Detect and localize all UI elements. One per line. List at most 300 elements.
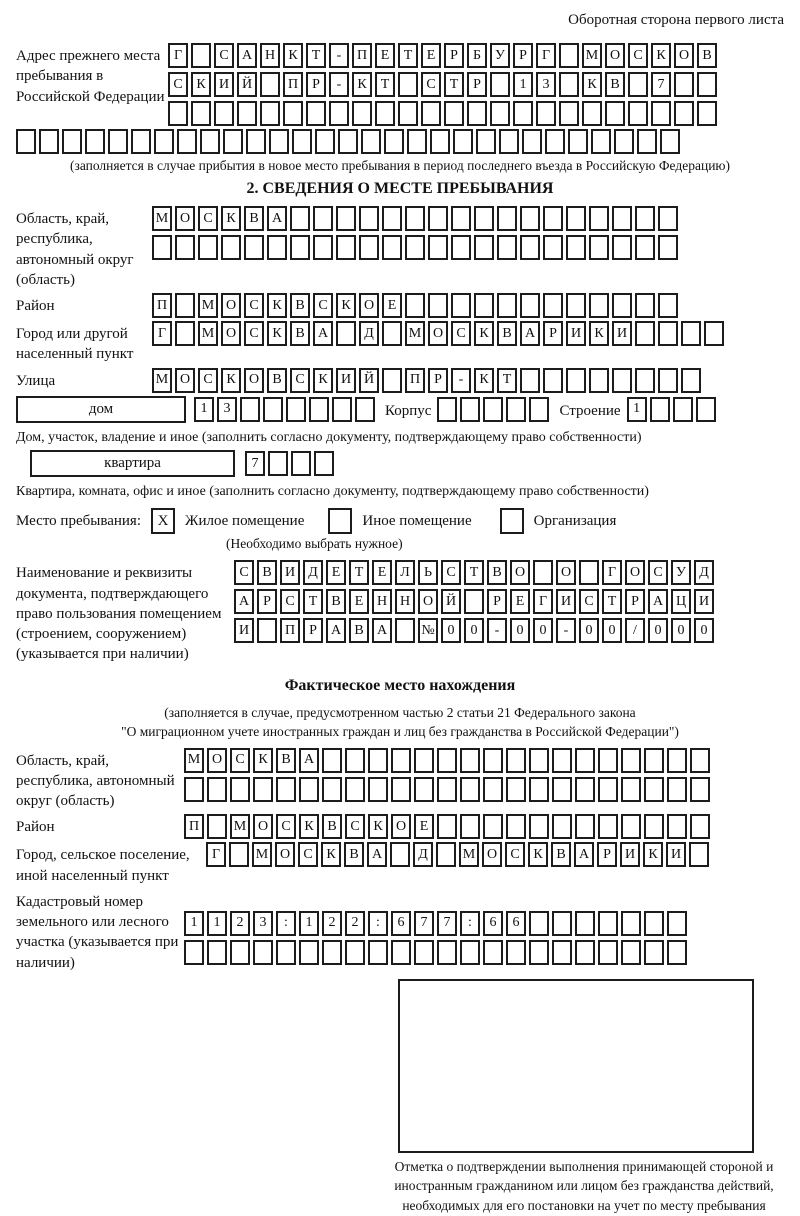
char-box[interactable]: 6 [506, 911, 526, 936]
char-box[interactable] [306, 101, 326, 126]
char-box[interactable]: 1 [207, 911, 227, 936]
char-box[interactable] [207, 777, 227, 802]
char-box[interactable] [598, 777, 618, 802]
char-box[interactable] [552, 814, 572, 839]
char-box[interactable] [658, 368, 678, 393]
char-box[interactable] [559, 101, 579, 126]
char-box[interactable] [621, 911, 641, 936]
char-box[interactable] [605, 101, 625, 126]
char-box[interactable]: В [487, 560, 507, 585]
char-box[interactable]: К [283, 43, 303, 68]
checkbox-organization[interactable] [500, 508, 524, 534]
char-box[interactable]: 6 [391, 911, 411, 936]
char-box[interactable] [681, 368, 701, 393]
char-box[interactable] [405, 293, 425, 318]
char-box[interactable] [207, 814, 227, 839]
char-box[interactable] [690, 748, 710, 773]
char-box[interactable] [589, 235, 609, 260]
char-box[interactable] [474, 206, 494, 231]
char-box[interactable]: С [280, 589, 300, 614]
char-box[interactable]: С [441, 560, 461, 585]
char-box[interactable] [552, 911, 572, 936]
char-box[interactable] [436, 842, 456, 867]
char-box[interactable]: К [643, 842, 663, 867]
char-box[interactable] [405, 235, 425, 260]
char-box[interactable]: С [290, 368, 310, 393]
char-box[interactable] [673, 397, 693, 422]
char-box[interactable] [175, 293, 195, 318]
char-box[interactable] [368, 748, 388, 773]
char-box[interactable]: Ь [418, 560, 438, 585]
char-box[interactable] [660, 129, 680, 154]
char-box[interactable] [214, 101, 234, 126]
char-box[interactable]: 0 [533, 618, 553, 643]
char-box[interactable]: К [253, 748, 273, 773]
char-box[interactable] [230, 777, 250, 802]
char-box[interactable] [191, 43, 211, 68]
char-box[interactable]: К [221, 368, 241, 393]
char-box[interactable]: Е [375, 43, 395, 68]
char-box[interactable] [257, 618, 277, 643]
char-box[interactable]: Г [533, 589, 553, 614]
char-box[interactable]: С [505, 842, 525, 867]
char-box[interactable] [414, 940, 434, 965]
char-box[interactable] [375, 101, 395, 126]
char-box[interactable]: Р [428, 368, 448, 393]
char-box[interactable]: Р [303, 618, 323, 643]
char-box[interactable]: К [267, 321, 287, 346]
char-box[interactable]: П [280, 618, 300, 643]
char-box[interactable]: Л [395, 560, 415, 585]
char-box[interactable] [398, 72, 418, 97]
char-box[interactable]: Н [372, 589, 392, 614]
char-box[interactable] [536, 101, 556, 126]
char-box[interactable]: А [237, 43, 257, 68]
char-box[interactable]: С [168, 72, 188, 97]
char-box[interactable] [545, 129, 565, 154]
char-box[interactable] [589, 206, 609, 231]
char-box[interactable] [286, 397, 306, 422]
char-box[interactable]: П [352, 43, 372, 68]
char-box[interactable] [474, 235, 494, 260]
char-box[interactable]: / [625, 618, 645, 643]
char-box[interactable]: К [299, 814, 319, 839]
char-box[interactable]: Т [497, 368, 517, 393]
char-box[interactable]: 6 [483, 911, 503, 936]
char-box[interactable]: М [252, 842, 272, 867]
char-box[interactable]: В [244, 206, 264, 231]
char-box[interactable] [221, 235, 241, 260]
char-box[interactable] [644, 814, 664, 839]
char-box[interactable]: - [487, 618, 507, 643]
char-box[interactable] [543, 368, 563, 393]
char-box[interactable]: О [625, 560, 645, 585]
char-box[interactable]: О [510, 560, 530, 585]
char-box[interactable] [579, 560, 599, 585]
char-box[interactable]: Д [413, 842, 433, 867]
char-box[interactable]: С [313, 293, 333, 318]
char-box[interactable]: В [605, 72, 625, 97]
char-box[interactable]: 1 [194, 397, 214, 422]
char-box[interactable] [464, 589, 484, 614]
char-box[interactable] [552, 748, 572, 773]
char-box[interactable]: С [230, 748, 250, 773]
char-box[interactable]: Т [375, 72, 395, 97]
char-box[interactable] [382, 235, 402, 260]
char-box[interactable]: К [589, 321, 609, 346]
char-box[interactable] [276, 940, 296, 965]
char-box[interactable]: Н [395, 589, 415, 614]
char-box[interactable]: Д [303, 560, 323, 585]
char-box[interactable]: С [579, 589, 599, 614]
char-box[interactable] [506, 777, 526, 802]
apartment-type-box[interactable]: квартира [30, 450, 235, 477]
char-box[interactable] [391, 777, 411, 802]
char-box[interactable]: С [214, 43, 234, 68]
char-box[interactable]: 2 [322, 911, 342, 936]
char-box[interactable]: Е [414, 814, 434, 839]
char-box[interactable]: Т [444, 72, 464, 97]
char-box[interactable] [566, 368, 586, 393]
char-box[interactable] [522, 129, 542, 154]
char-box[interactable]: С [276, 814, 296, 839]
char-box[interactable]: А [326, 618, 346, 643]
char-box[interactable]: Д [694, 560, 714, 585]
char-box[interactable] [359, 206, 379, 231]
char-box[interactable] [260, 72, 280, 97]
char-box[interactable]: Н [260, 43, 280, 68]
char-box[interactable]: Р [597, 842, 617, 867]
char-box[interactable]: : [460, 911, 480, 936]
char-box[interactable] [338, 129, 358, 154]
char-box[interactable] [85, 129, 105, 154]
char-box[interactable] [559, 72, 579, 97]
char-box[interactable] [391, 940, 411, 965]
char-box[interactable]: 7 [651, 72, 671, 97]
char-box[interactable]: В [344, 842, 364, 867]
char-box[interactable]: Й [237, 72, 257, 97]
char-box[interactable] [314, 451, 334, 476]
char-box[interactable] [437, 814, 457, 839]
char-box[interactable]: И [234, 618, 254, 643]
char-box[interactable] [497, 235, 517, 260]
char-box[interactable]: 1 [299, 911, 319, 936]
char-box[interactable] [598, 748, 618, 773]
char-box[interactable] [345, 748, 365, 773]
char-box[interactable]: А [367, 842, 387, 867]
char-box[interactable]: М [184, 748, 204, 773]
char-box[interactable] [428, 293, 448, 318]
char-box[interactable] [437, 397, 457, 422]
char-box[interactable] [635, 368, 655, 393]
char-box[interactable]: 7 [414, 911, 434, 936]
char-box[interactable]: 0 [648, 618, 668, 643]
char-box[interactable] [483, 748, 503, 773]
char-box[interactable] [499, 129, 519, 154]
char-box[interactable] [650, 397, 670, 422]
char-box[interactable]: О [359, 293, 379, 318]
char-box[interactable]: Е [326, 560, 346, 585]
char-box[interactable] [391, 748, 411, 773]
char-box[interactable] [667, 748, 687, 773]
char-box[interactable] [651, 101, 671, 126]
char-box[interactable]: 1 [513, 72, 533, 97]
char-box[interactable] [598, 814, 618, 839]
char-box[interactable] [497, 206, 517, 231]
char-box[interactable] [336, 321, 356, 346]
char-box[interactable] [681, 321, 701, 346]
char-box[interactable]: А [574, 842, 594, 867]
char-box[interactable]: П [283, 72, 303, 97]
char-box[interactable] [483, 397, 503, 422]
char-box[interactable] [575, 940, 595, 965]
char-box[interactable] [529, 814, 549, 839]
char-box[interactable] [407, 129, 427, 154]
char-box[interactable]: М [198, 321, 218, 346]
char-box[interactable] [696, 397, 716, 422]
char-box[interactable] [453, 129, 473, 154]
char-box[interactable] [598, 911, 618, 936]
char-box[interactable]: С [421, 72, 441, 97]
char-box[interactable]: О [221, 293, 241, 318]
char-box[interactable]: К [336, 293, 356, 318]
char-box[interactable]: С [451, 321, 471, 346]
char-box[interactable] [667, 940, 687, 965]
char-box[interactable] [644, 777, 664, 802]
char-box[interactable]: У [671, 560, 691, 585]
char-box[interactable] [689, 842, 709, 867]
char-box[interactable] [332, 397, 352, 422]
char-box[interactable] [223, 129, 243, 154]
char-box[interactable] [460, 940, 480, 965]
char-box[interactable]: Г [206, 842, 226, 867]
char-box[interactable] [635, 293, 655, 318]
char-box[interactable] [414, 748, 434, 773]
char-box[interactable] [283, 101, 303, 126]
char-box[interactable] [674, 101, 694, 126]
char-box[interactable] [329, 101, 349, 126]
char-box[interactable]: В [551, 842, 571, 867]
char-box[interactable] [621, 748, 641, 773]
char-box[interactable] [39, 129, 59, 154]
char-box[interactable] [589, 368, 609, 393]
char-box[interactable]: Р [513, 43, 533, 68]
char-box[interactable] [276, 777, 296, 802]
char-box[interactable] [506, 397, 526, 422]
char-box[interactable] [207, 940, 227, 965]
char-box[interactable] [352, 101, 372, 126]
char-box[interactable] [361, 129, 381, 154]
char-box[interactable] [131, 129, 151, 154]
char-box[interactable]: С [198, 368, 218, 393]
char-box[interactable] [359, 235, 379, 260]
char-box[interactable] [382, 206, 402, 231]
char-box[interactable] [405, 206, 425, 231]
char-box[interactable]: 2 [230, 911, 250, 936]
char-box[interactable] [108, 129, 128, 154]
char-box[interactable]: М [582, 43, 602, 68]
char-box[interactable] [62, 129, 82, 154]
char-box[interactable] [612, 206, 632, 231]
char-box[interactable] [628, 101, 648, 126]
char-box[interactable] [704, 321, 724, 346]
char-box[interactable] [497, 293, 517, 318]
char-box[interactable] [430, 129, 450, 154]
char-box[interactable]: В [697, 43, 717, 68]
char-box[interactable] [421, 101, 441, 126]
char-box[interactable]: О [221, 321, 241, 346]
char-box[interactable]: И [280, 560, 300, 585]
char-box[interactable]: М [152, 368, 172, 393]
char-box[interactable]: И [620, 842, 640, 867]
char-box[interactable] [200, 129, 220, 154]
char-box[interactable] [543, 293, 563, 318]
char-box[interactable]: К [474, 368, 494, 393]
char-box[interactable]: Ц [671, 589, 691, 614]
char-box[interactable]: 2 [345, 911, 365, 936]
char-box[interactable]: А [299, 748, 319, 773]
char-box[interactable]: О [605, 43, 625, 68]
char-box[interactable]: Г [152, 321, 172, 346]
char-box[interactable] [268, 451, 288, 476]
char-box[interactable] [230, 940, 250, 965]
char-box[interactable] [322, 940, 342, 965]
char-box[interactable] [529, 940, 549, 965]
char-box[interactable]: Р [306, 72, 326, 97]
char-box[interactable] [309, 397, 329, 422]
char-box[interactable]: Й [359, 368, 379, 393]
char-box[interactable]: В [349, 618, 369, 643]
char-box[interactable] [428, 206, 448, 231]
char-box[interactable] [382, 321, 402, 346]
char-box[interactable] [612, 235, 632, 260]
char-box[interactable]: В [276, 748, 296, 773]
char-box[interactable]: 0 [441, 618, 461, 643]
char-box[interactable] [591, 129, 611, 154]
char-box[interactable]: О [275, 842, 295, 867]
char-box[interactable]: О [175, 206, 195, 231]
char-box[interactable] [543, 206, 563, 231]
char-box[interactable]: С [244, 293, 264, 318]
char-box[interactable] [299, 940, 319, 965]
char-box[interactable] [460, 777, 480, 802]
char-box[interactable]: Р [625, 589, 645, 614]
char-box[interactable] [384, 129, 404, 154]
char-box[interactable] [460, 814, 480, 839]
char-box[interactable]: А [234, 589, 254, 614]
char-box[interactable]: Р [487, 589, 507, 614]
char-box[interactable]: О [418, 589, 438, 614]
char-box[interactable] [483, 814, 503, 839]
char-box[interactable] [246, 129, 266, 154]
char-box[interactable] [437, 748, 457, 773]
char-box[interactable] [644, 748, 664, 773]
char-box[interactable] [437, 777, 457, 802]
char-box[interactable]: А [372, 618, 392, 643]
char-box[interactable] [290, 235, 310, 260]
char-box[interactable]: Е [510, 589, 530, 614]
char-box[interactable] [529, 748, 549, 773]
char-box[interactable] [291, 451, 311, 476]
char-box[interactable] [612, 293, 632, 318]
char-box[interactable]: : [368, 911, 388, 936]
char-box[interactable] [529, 397, 549, 422]
char-box[interactable]: Й [441, 589, 461, 614]
char-box[interactable] [168, 101, 188, 126]
char-box[interactable]: Т [464, 560, 484, 585]
char-box[interactable] [697, 72, 717, 97]
char-box[interactable]: В [326, 589, 346, 614]
char-box[interactable] [644, 911, 664, 936]
char-box[interactable] [559, 43, 579, 68]
char-box[interactable] [191, 101, 211, 126]
char-box[interactable] [460, 748, 480, 773]
char-box[interactable]: 7 [437, 911, 457, 936]
char-box[interactable] [253, 940, 273, 965]
char-box[interactable] [451, 206, 471, 231]
char-box[interactable]: 0 [510, 618, 530, 643]
char-box[interactable]: Т [602, 589, 622, 614]
char-box[interactable] [628, 72, 648, 97]
char-box[interactable]: 7 [245, 451, 265, 476]
char-box[interactable] [414, 777, 434, 802]
char-box[interactable]: Р [543, 321, 563, 346]
char-box[interactable] [292, 129, 312, 154]
char-box[interactable]: Е [382, 293, 402, 318]
char-box[interactable]: С [198, 206, 218, 231]
char-box[interactable]: К [368, 814, 388, 839]
char-box[interactable] [674, 72, 694, 97]
char-box[interactable]: М [405, 321, 425, 346]
char-box[interactable] [175, 235, 195, 260]
char-box[interactable]: О [175, 368, 195, 393]
char-box[interactable]: К [191, 72, 211, 97]
char-box[interactable] [336, 206, 356, 231]
char-box[interactable]: В [322, 814, 342, 839]
char-box[interactable] [513, 101, 533, 126]
char-box[interactable] [336, 235, 356, 260]
char-box[interactable]: Е [349, 589, 369, 614]
char-box[interactable] [490, 72, 510, 97]
char-box[interactable] [322, 777, 342, 802]
char-box[interactable] [589, 293, 609, 318]
char-box[interactable]: Т [303, 589, 323, 614]
char-box[interactable] [690, 814, 710, 839]
char-box[interactable]: И [694, 589, 714, 614]
char-box[interactable]: 0 [464, 618, 484, 643]
char-box[interactable] [566, 235, 586, 260]
char-box[interactable] [428, 235, 448, 260]
char-box[interactable]: - [556, 618, 576, 643]
char-box[interactable] [582, 101, 602, 126]
char-box[interactable]: К [582, 72, 602, 97]
char-box[interactable] [154, 129, 174, 154]
char-box[interactable]: С [244, 321, 264, 346]
char-box[interactable]: - [329, 72, 349, 97]
char-box[interactable]: П [184, 814, 204, 839]
char-box[interactable] [451, 235, 471, 260]
char-box[interactable]: О [391, 814, 411, 839]
char-box[interactable]: К [313, 368, 333, 393]
char-box[interactable]: - [329, 43, 349, 68]
char-box[interactable]: О [244, 368, 264, 393]
char-box[interactable]: О [207, 748, 227, 773]
char-box[interactable]: В [267, 368, 287, 393]
char-box[interactable]: О [482, 842, 502, 867]
char-box[interactable]: В [290, 321, 310, 346]
char-box[interactable] [612, 368, 632, 393]
char-box[interactable] [269, 129, 289, 154]
